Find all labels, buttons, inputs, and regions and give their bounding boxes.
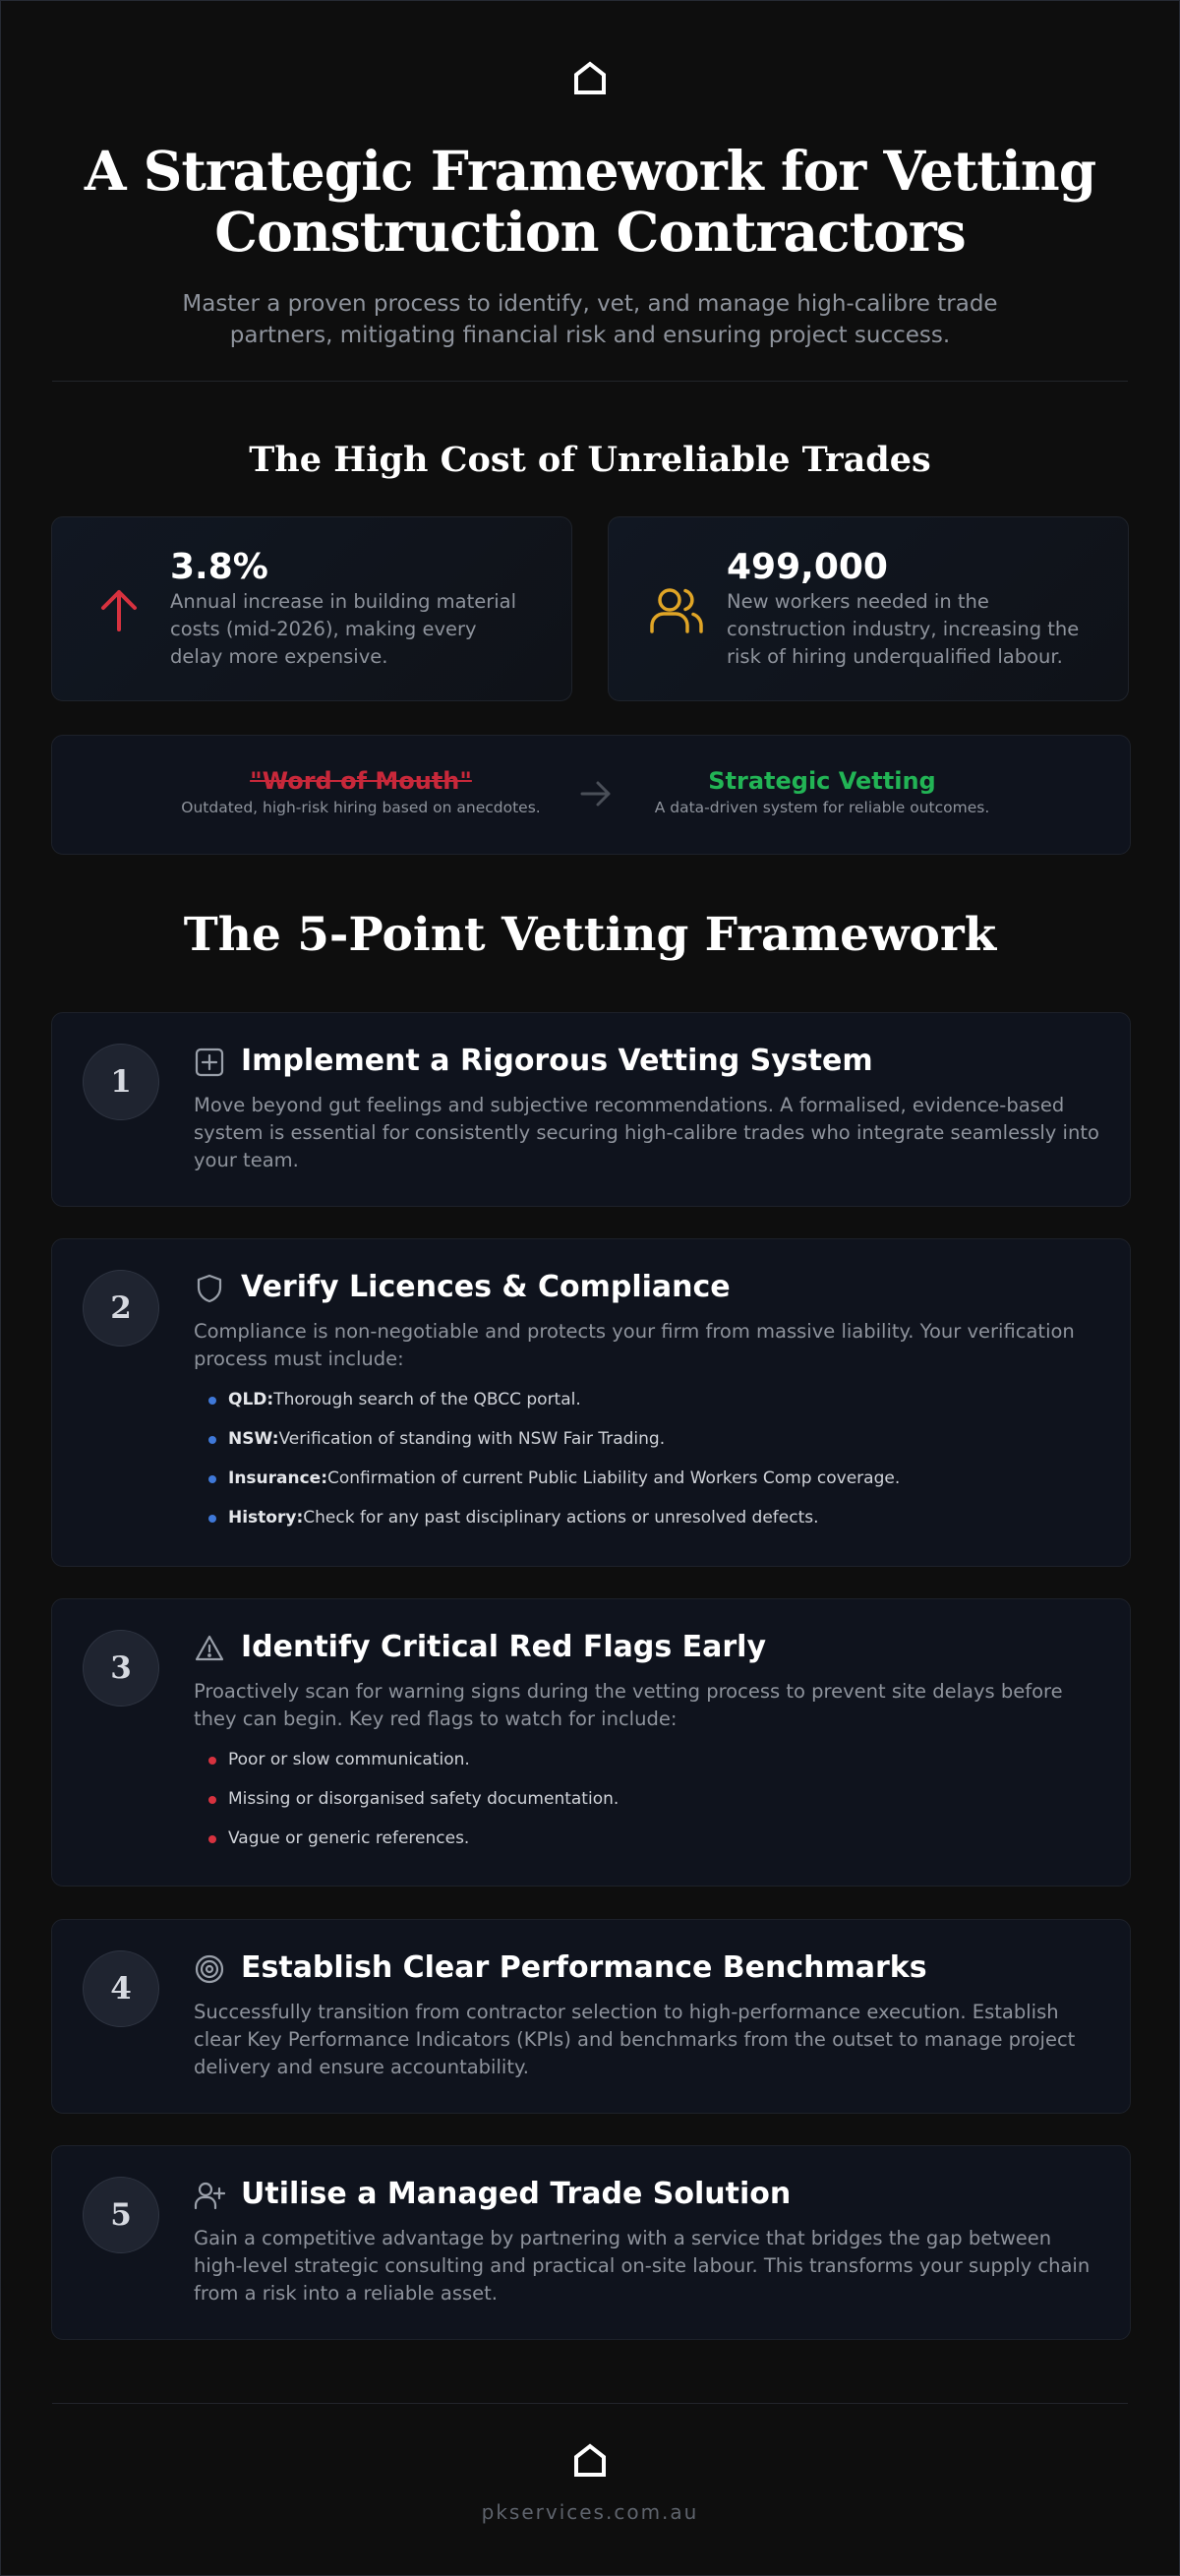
- list-item-label: History:: [228, 1508, 304, 1528]
- footer-logo-icon: [571, 2440, 609, 2478]
- step-number-badge: 5: [83, 2177, 159, 2253]
- step-description: Compliance is non-negotiable and protects your firm from massive liability. Your verification process must include:: [194, 1320, 1075, 1370]
- arrow-up-icon: [89, 580, 148, 639]
- list-item-label: Insurance:: [228, 1468, 328, 1488]
- framework-step-1: [51, 1012, 1131, 1207]
- page-title: A Strategic Framework for Vetting Construction Contractors: [84, 139, 1096, 264]
- step-number-badge: 1: [83, 1044, 159, 1120]
- step-description: Move beyond gut feelings and subjective recommendations. A formalised, evidence-based system is essential for consistently securing high-calibre trades who integrate seamlessly into your team.: [194, 1094, 1099, 1171]
- cost-section-heading: The High Cost of Unreliable Trades: [249, 440, 931, 480]
- divider: [52, 2403, 1128, 2404]
- comparison-old-subtitle: Outdated, high-risk hiring based on anecdotes.: [181, 799, 541, 816]
- stat-value: 499,000: [727, 547, 888, 587]
- list-item-text: Confirmation of current Public Liability and Workers Comp coverage.: [327, 1468, 901, 1488]
- list-item: [194, 1427, 1100, 1467]
- list-item: Poor or slow communication.: [194, 1748, 1100, 1787]
- framework-step-4: [51, 1919, 1131, 2114]
- step-description: Gain a competitive advantage by partnering with a service that bridges the gap between high-level strategic consulting and practical on-site labour. This transforms your supply chain from a risk into a reliable asset.: [194, 2227, 1091, 2305]
- stat-card-material-costs: [51, 516, 572, 701]
- comparison-new: [606, 765, 1038, 816]
- stat-description: Annual increase in building material costs (mid-2026), making every delay more expensive.: [170, 590, 517, 668]
- target-icon: [194, 1953, 225, 1985]
- comparison-new-title: Strategic Vetting: [708, 767, 936, 795]
- list-item: [194, 1467, 1100, 1506]
- framework-step-5: [51, 2145, 1131, 2340]
- list-item-label: QLD:: [228, 1390, 274, 1409]
- comparison-old-title: "Word of Mouth": [250, 767, 472, 795]
- framework-step-2: [51, 1238, 1131, 1567]
- step-number-badge: 3: [83, 1630, 159, 1707]
- step-title: Verify Licences & Compliance: [241, 1270, 731, 1304]
- plus-square-icon: [194, 1047, 225, 1078]
- compliance-checklist: [194, 1388, 1100, 1545]
- shield-icon: [194, 1273, 225, 1304]
- comparison-new-subtitle: A data-driven system for reliable outcomes.: [654, 799, 990, 816]
- step-title: Implement a Rigorous Vetting System: [241, 1044, 873, 1078]
- list-item-text: Check for any past disciplinary actions or unresolved defects.: [303, 1508, 819, 1528]
- warning-triangle-icon: [194, 1633, 225, 1664]
- red-flags-list: [194, 1748, 1100, 1866]
- stat-value: 3.8%: [170, 547, 268, 587]
- step-title: Utilise a Managed Trade Solution: [241, 2177, 792, 2211]
- framework-heading: The 5-Point Vetting Framework: [183, 908, 997, 962]
- list-item-label: NSW:: [228, 1429, 279, 1449]
- page-subtitle: Master a proven process to identify, vet, and manage high-calibre trade partners, mitigating financial risk and ensuring project success.: [182, 291, 998, 348]
- stat-description: New workers needed in the construction industry, increasing the risk of hiring underqualified labour.: [727, 590, 1080, 668]
- brand-logo-icon: [571, 58, 609, 95]
- step-number-badge: 2: [83, 1270, 159, 1347]
- framework-step-3: [51, 1598, 1131, 1887]
- list-item: [194, 1388, 1100, 1427]
- stat-card-workers-needed: [608, 516, 1129, 701]
- step-number-badge: 4: [83, 1950, 159, 2027]
- list-item-text: Thorough search of the QBCC portal.: [273, 1390, 581, 1409]
- divider: [52, 381, 1128, 382]
- step-title: Establish Clear Performance Benchmarks: [241, 1950, 927, 1985]
- step-title: Identify Critical Red Flags Early: [241, 1630, 767, 1664]
- list-item-text: Verification of standing with NSW Fair Trading.: [278, 1429, 666, 1449]
- users-icon: [646, 580, 705, 639]
- step-description: Successfully transition from contractor selection to high-performance execution. Establish clear Key Performance Indicators (KPIs) and benchmarks from the outset to manage project delivery and ensure accountability.: [194, 2001, 1076, 2078]
- footer-website-link[interactable]: pkservices.com.au: [481, 2500, 699, 2524]
- step-description: Proactively scan for warning signs during the vetting process to prevent site delays before they can begin. Key red flags to watch for include:: [194, 1680, 1063, 1730]
- comparison-old: [145, 765, 577, 816]
- comparison-banner: [51, 735, 1131, 855]
- list-item: [194, 1506, 1100, 1545]
- list-item: Vague or generic references.: [194, 1827, 1100, 1866]
- list-item: Missing or disorganised safety documentation.: [194, 1787, 1100, 1827]
- user-plus-icon: [194, 2180, 225, 2211]
